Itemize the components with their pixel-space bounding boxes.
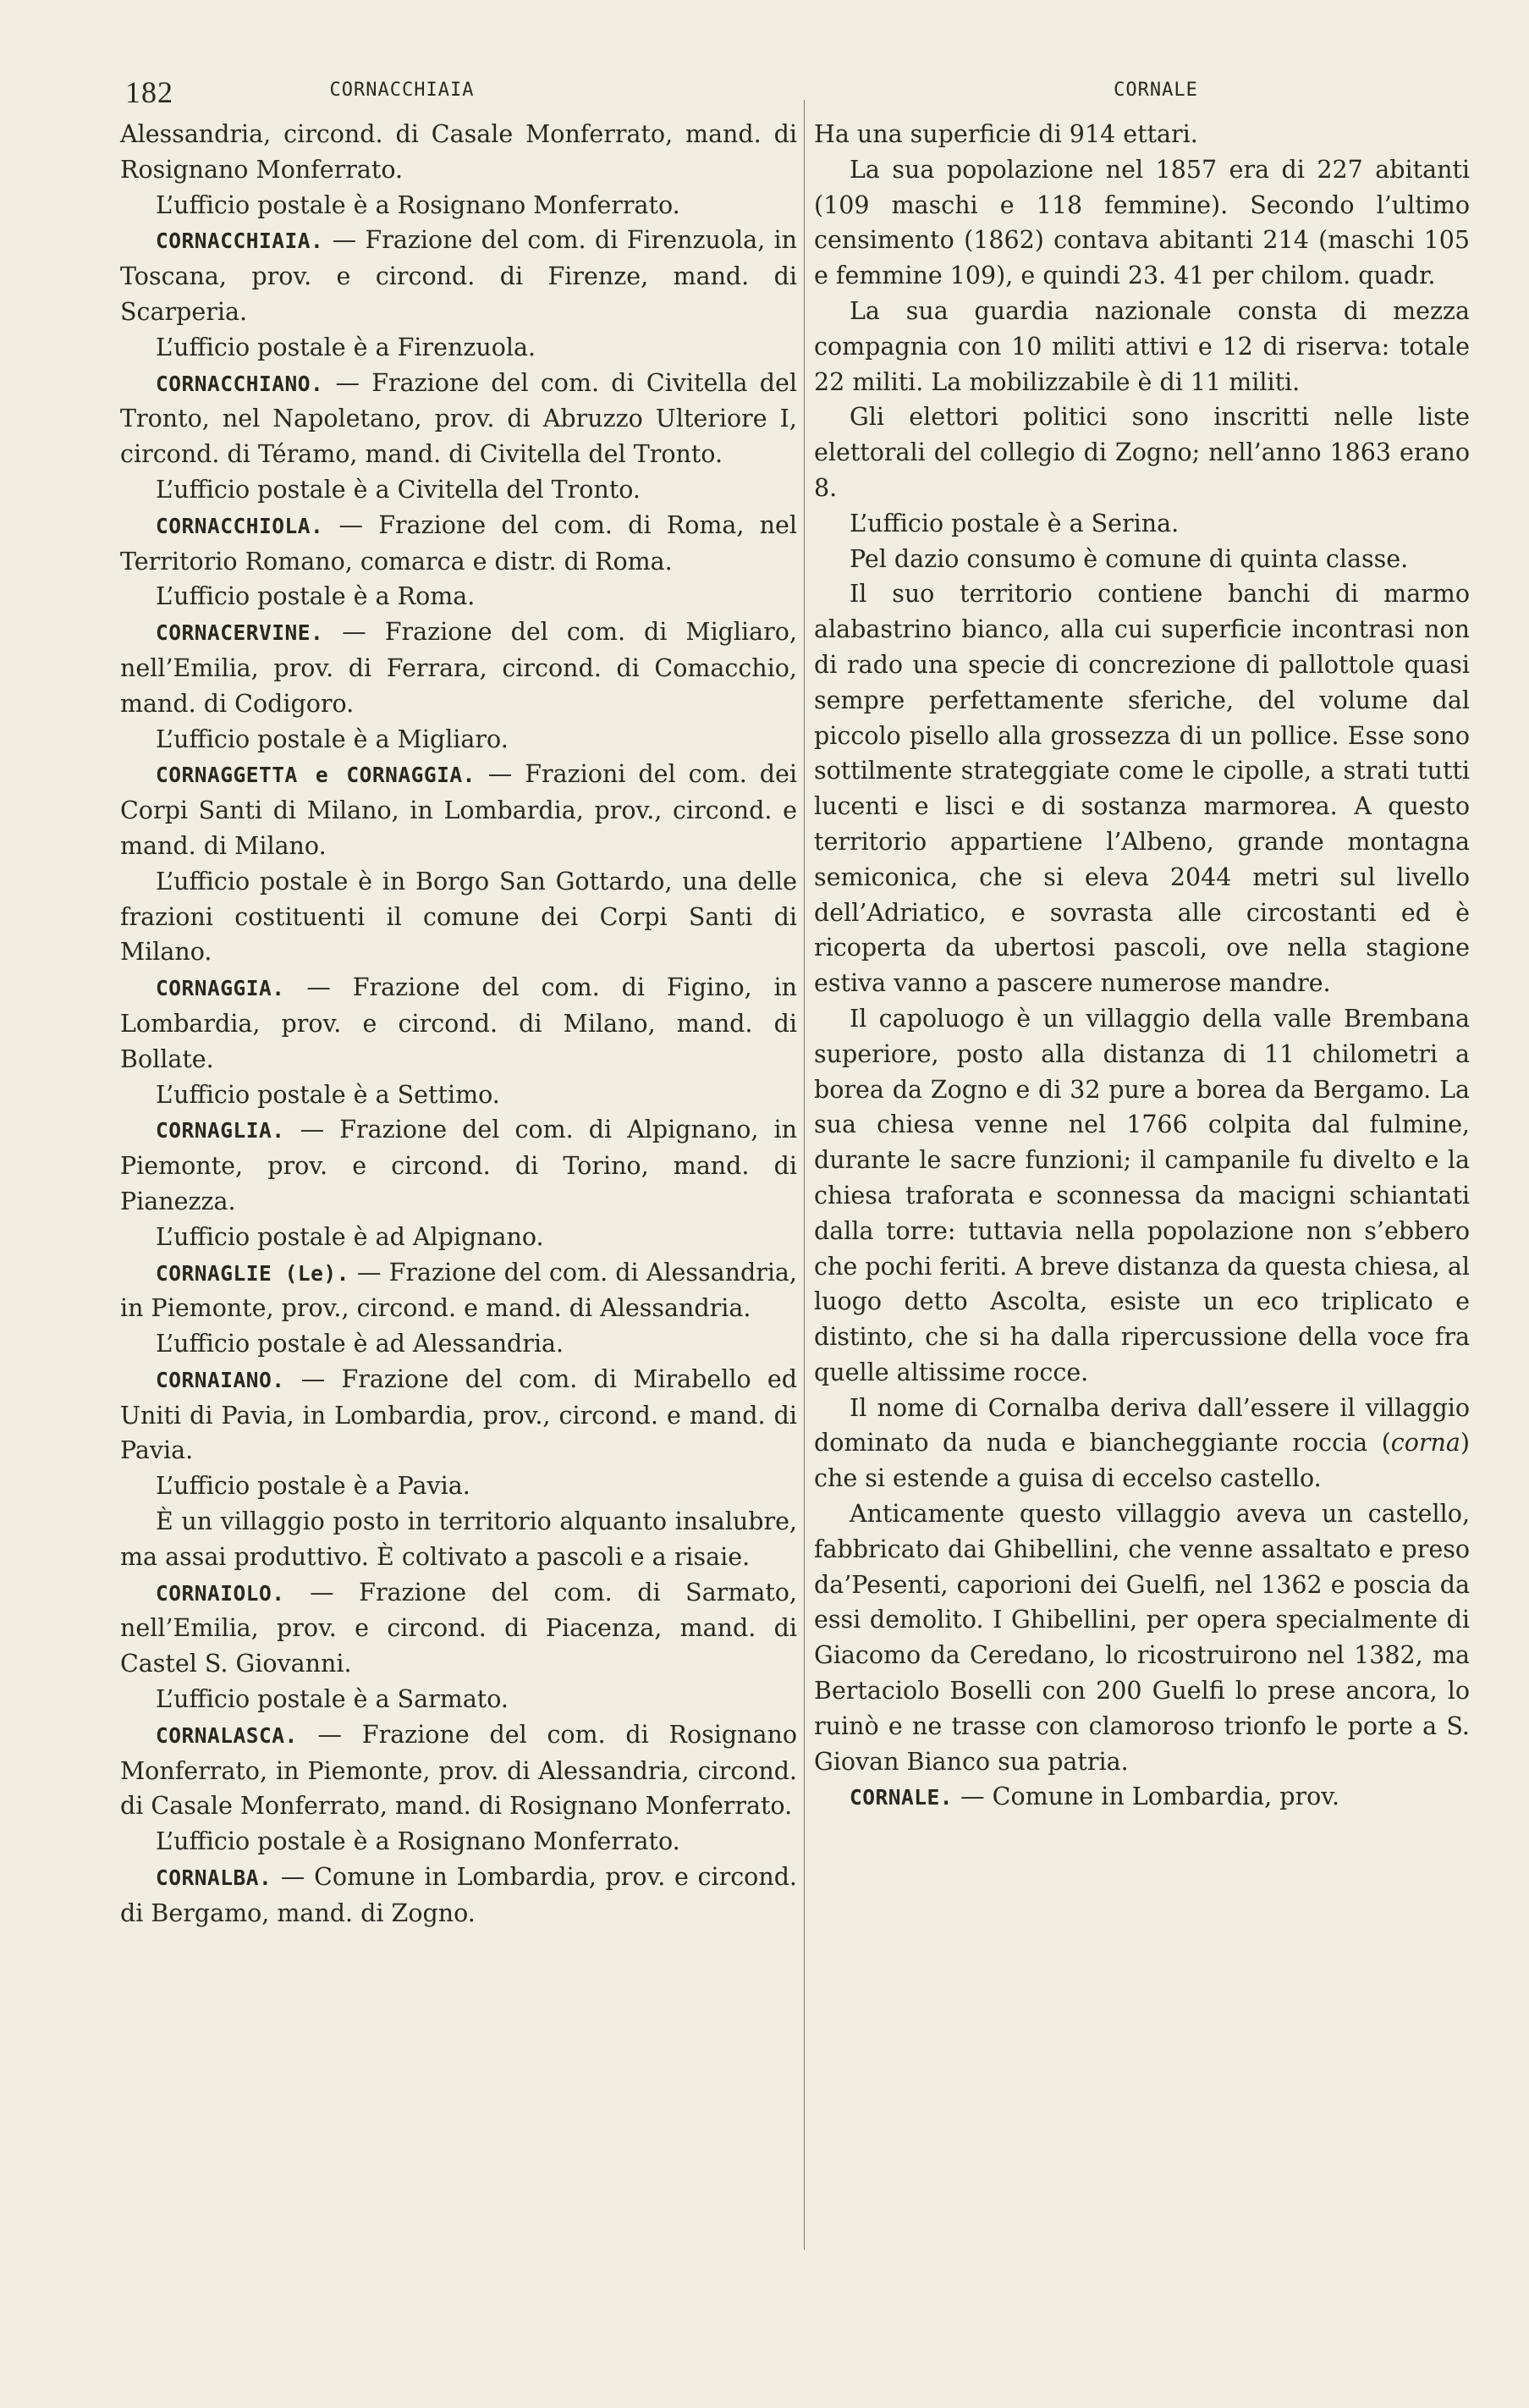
entry-text: L’ufficio postale è a Pavia.: [156, 1472, 470, 1501]
text-paragraph: [814, 506, 1470, 542]
entry-headword: CORNACCHIANO.: [156, 371, 324, 396]
entry-text: L’ufficio postale è a Civitella del Tronto.: [156, 475, 641, 504]
text-paragraph: [120, 330, 797, 366]
entry-text: — Comune in Lombardia, prov. e circond. di Bergamo, mand. di Zogno.: [120, 1863, 797, 1927]
entry-headword: CORNALASCA.: [156, 1722, 298, 1748]
column-divider: [804, 100, 805, 2250]
text-paragraph: [120, 1077, 797, 1113]
entry-headword: CORNALBA.: [156, 1865, 272, 1891]
entry-text: — Frazione del com. di Roma, nel Territorio Romano, comarca e distr. di Roma.: [120, 510, 797, 576]
entry-paragraph: [120, 508, 797, 580]
entry-text: L’ufficio postale è a Settimo.: [156, 1080, 500, 1109]
entry-text: — Frazione del com. di Alpignano, in Piemonte, prov. e circond. di Torino, mand. di Pianezza.: [120, 1116, 797, 1215]
right-column: [814, 117, 1470, 1816]
text-paragraph: [120, 117, 797, 188]
entry-text: Pel dazio consumo è comune di quinta classe.: [850, 544, 1409, 573]
entry-text: È un villaggio posto in territorio alquanto insalubre, ma assai produttivo. È coltivato a pascoli e a risaie.: [120, 1507, 797, 1571]
entry-text: Il nome di Cornalba deriva dall’essere il villaggio dominato da nuda e biancheggiante roccia (: [814, 1393, 1470, 1457]
entry-text: L’ufficio postale è a Firenzuola.: [156, 333, 536, 361]
text-paragraph: [120, 472, 797, 508]
text-paragraph: [120, 722, 797, 758]
entry-text: Il capoluogo è un villaggio della valle Brembana superiore, posto alla distanza di 11 chilometri a borea da Zogno e di 32 pure a borea da Bergamo. La sua chiesa venne nel 1766 colpita dal fulmine, durante le sacre funzioni; il campanile fu divelto e la chiesa traforata e sconnessa da macigni schiantati dalla torre: tuttavia nella popolazione non s’ebbero che pochi feriti. A breve distanza da questa chiesa, al luogo detto Ascolta, esiste un eco triplicato e distinto, che si ha dalla ripercussione della voce fra quelle altissime rocce.: [814, 1004, 1470, 1386]
entry-text: — Frazione del com. di Firenzuola, in Toscana, prov. e circond. di Firenze, mand. di Scarperia.: [120, 226, 797, 326]
entry-headword: CORNAGLIA.: [156, 1118, 285, 1143]
page-number: 182: [125, 75, 173, 109]
entry-paragraph: [120, 1575, 797, 1682]
text-paragraph: [814, 1001, 1470, 1391]
entry-text: L’ufficio postale è a Serina.: [850, 509, 1180, 537]
entry-headword: CORNAIOLO.: [156, 1580, 285, 1606]
entry-text: Gli elettori politici sono inscritti nelle liste elettorali del collegio di Zogno; nell’anno 1863 erano 8.: [814, 403, 1470, 502]
text-paragraph: [120, 1220, 797, 1255]
entry-text: — Frazioni del com. dei Corpi Santi di Milano, in Lombardia, prov., circond. e mand. di Milano.: [120, 760, 797, 860]
entry-text: — Comune in Lombardia, prov.: [953, 1783, 1340, 1811]
entry-text: L’ufficio postale è a Migliaro.: [156, 725, 509, 753]
entry-text: — Frazione del com. di Rosignano Monferrato, in Piemonte, prov. di Alessandria, circond. di Casale Monferrato, mand. di Rosignano Monferrato.: [120, 1720, 797, 1821]
entry-paragraph: [814, 1779, 1470, 1816]
text-paragraph: [120, 1824, 797, 1860]
entry-headword: CORNACCHIAIA.: [156, 229, 324, 254]
entry-headword: CORNAIANO.: [156, 1367, 285, 1392]
entry-paragraph: [120, 1860, 797, 1931]
entry-paragraph: [120, 970, 797, 1077]
entry-text: — Frazione del com. di Figino, in Lombardia, prov. e circond. di Milano, mand. di Bollate.: [120, 973, 797, 1073]
text-paragraph: [120, 188, 797, 223]
italic-term: corna: [1390, 1429, 1460, 1457]
entry-text: ) che si estende a guisa di eccelso castello.: [814, 1429, 1470, 1493]
text-paragraph: [120, 1326, 797, 1362]
entry-text: La sua guardia nazionale consta di mezza compagnia con 10 militi attivi e 12 di riserva: totale 22 militi. La mobilizzabile è di 11 militi.: [814, 296, 1470, 396]
text-paragraph: [120, 1682, 797, 1717]
entry-text: Anticamente questo villaggio aveva un castello, fabbricato dai Ghibellini, che venne assaltato e preso da’Pesenti, caporioni dei Guelfi, nel 1362 e poscia da essi demolito. I Ghibellini, per opera specialmente di Giacomo da Ceredano, lo ricostruirono nel 1382, ma Bertaciolo Boselli con 200 Guelfi lo prese ancora, lo ruinò e ne trasse con clamoroso trionfo le porte a S. Giovan Bianco sua patria.: [814, 1500, 1470, 1776]
entry-text: L’ufficio postale è a Roma.: [156, 582, 476, 611]
entry-text: L’ufficio postale è a Sarmato.: [156, 1685, 509, 1714]
entry-paragraph: [120, 366, 797, 472]
entry-paragraph: [120, 757, 797, 863]
entry-text: La sua popolazione nel 1857 era di 227 abitanti (109 maschi e 118 femmine). Secondo l’ultimo censimento (1862) contava abitanti 214 (maschi 105 e femmine 109), e quindi 23. 41 per chilom. quadr.: [814, 155, 1470, 290]
running-head-right: CORNALE: [1114, 80, 1198, 101]
text-paragraph: [814, 1496, 1470, 1779]
text-paragraph: [120, 1468, 797, 1504]
entry-paragraph: [120, 1362, 797, 1468]
entry-text: — Frazione del com. di Civitella del Tronto, nel Napoletano, prov. di Abruzzo Ulteriore I, circond. di Téramo, mand. di Civitella del Tronto.: [120, 368, 797, 469]
entry-text: L’ufficio postale è in Borgo San Gottardo, una delle frazioni costituenti il comune dei Corpi Santi di Milano.: [120, 867, 797, 967]
text-paragraph: [120, 1504, 797, 1575]
running-head-left: CORNACCHIAIA: [329, 80, 475, 101]
text-paragraph: [814, 152, 1470, 294]
left-column: [120, 117, 797, 1931]
entry-headword: CORNAGLIE (Le).: [156, 1260, 349, 1286]
entry-text: Il suo territorio contiene banchi di marmo alabastrino bianco, alla cui superficie incontrasi non di rado una specie di concrezione di pallottole quasi sempre perfettamente sferiche, del volume dal piccolo pisello alla grossezza di un pollice. Esse sono sottilmente strateggiate come le cipolle, a strati tutti lucenti e lisci e di sostanza marmorea. A questo territorio appartiene l’Albeno, grande montagna semiconica, che si eleva 2044 metri sul livello dell’Adriatico, e sovrasta alle circostanti ed è ricoperta da ubertosi pascoli, ove nella stagione estiva vanno a pascere numerose mandre.: [814, 580, 1470, 998]
entry-paragraph: [120, 614, 797, 721]
entry-headword: CORNACERVINE.: [156, 620, 324, 646]
text-paragraph: [814, 399, 1470, 505]
entry-headword: CORNAGGETTA e CORNAGGIA.: [156, 763, 476, 788]
entry-paragraph: [120, 223, 797, 329]
entry-text: Alessandria, circond. di Casale Monferrato, mand. di Rosignano Monferrato.: [120, 120, 797, 184]
entry-text: — Frazione del com. di Migliaro, nell’Emilia, prov. di Ferrara, circond. di Comacchio, mand. di Codigoro.: [120, 618, 797, 718]
entry-paragraph: [120, 1255, 797, 1327]
entry-text: L’ufficio postale è a Rosignano Monferrato.: [156, 190, 680, 219]
entry-text: — Frazione del com. di Alessandria, in Piemonte, prov., circond. e mand. di Alessandria.: [120, 1258, 797, 1323]
text-paragraph: [814, 117, 1470, 152]
text-paragraph: [814, 576, 1470, 1001]
text-paragraph: [120, 579, 797, 614]
entry-text: — Frazione del com. di Sarmato, nell’Emilia, prov. e circond. di Piacenza, mand. di Castel S. Giovanni.: [120, 1578, 797, 1678]
entry-text: — Frazione del com. di Mirabello ed Uniti di Pavia, in Lombardia, prov., circond. e mand. di Pavia.: [120, 1364, 797, 1465]
entry-paragraph: [120, 1717, 797, 1824]
entry-paragraph: [120, 1112, 797, 1219]
entry-headword: CORNACCHIOLA.: [156, 513, 324, 538]
entry-text: Ha una superficie di 914 ettari.: [814, 120, 1198, 148]
text-paragraph: [814, 542, 1470, 577]
entry-text: L’ufficio postale è ad Alpignano.: [156, 1222, 544, 1251]
entry-headword: CORNALE.: [850, 1785, 954, 1810]
text-paragraph: [814, 1391, 1470, 1496]
text-paragraph: [120, 864, 797, 970]
entry-headword: CORNAGGIA.: [156, 976, 285, 1001]
entry-text: L’ufficio postale è ad Alessandria.: [156, 1330, 564, 1358]
entry-text: L’ufficio postale è a Rosignano Monferrato.: [156, 1827, 680, 1856]
text-paragraph: [814, 294, 1470, 399]
